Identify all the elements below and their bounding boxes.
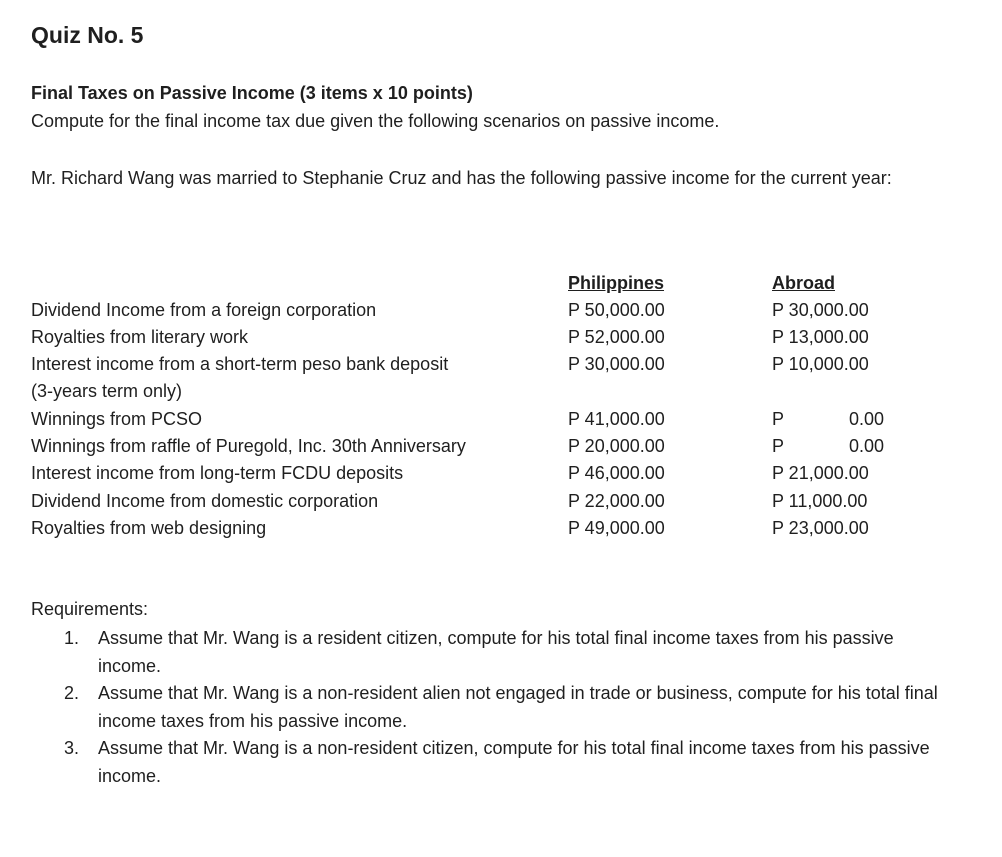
amount-abroad — [772, 409, 884, 430]
amount-philippines: P 20,000.00 — [568, 436, 665, 456]
amount-abroad: P 13,000.00 — [772, 327, 869, 347]
column-header-abroad: Abroad — [772, 273, 835, 293]
column-header-philippines: Philippines — [568, 273, 665, 293]
amount-philippines: P 52,000.00 — [568, 327, 665, 347]
currency-symbol: P — [772, 409, 785, 429]
requirement-item — [64, 625, 944, 680]
instruction-text: Compute for the final income tax due given the following scenarios on passive income. — [31, 111, 720, 131]
amount-abroad: P 30,000.00 — [772, 300, 869, 320]
amount-abroad: P 21,000.00 — [772, 463, 869, 483]
scenario-text: Mr. Richard Wang was married to Stephanie Cruz and has the following passive income for the current year: — [31, 168, 892, 188]
amount-abroad: P 10,000.00 — [772, 354, 869, 374]
amount-abroad — [772, 436, 884, 457]
row-label: Royalties from literary work — [31, 327, 249, 347]
amount-abroad: P 23,000.00 — [772, 518, 869, 538]
row-label: Winnings from PCSO — [31, 409, 203, 429]
currency-symbol: P — [772, 436, 785, 456]
requirement-number: 1. — [64, 628, 80, 648]
amount-philippines: P 46,000.00 — [568, 463, 665, 483]
amount-philippines: P 22,000.00 — [568, 491, 665, 511]
amount-value: 0.00 — [848, 436, 884, 456]
row-label: Interest income from a short-term peso bank deposit — [31, 354, 449, 374]
requirement-text: Assume that Mr. Wang is a resident citizen, compute for his total final income taxes from his passive income. — [98, 628, 894, 676]
row-label: Royalties from web designing — [31, 518, 267, 538]
requirement-item — [64, 735, 944, 790]
amount-philippines: P 49,000.00 — [568, 518, 665, 538]
row-label-continuation: (3-years term only) — [31, 381, 183, 401]
amount-philippines: P 41,000.00 — [568, 409, 665, 429]
requirements-list — [64, 625, 944, 790]
row-label: Winnings from raffle of Puregold, Inc. 30th Anniversary — [31, 436, 466, 456]
row-label: Interest income from long-term FCDU deposits — [31, 463, 404, 483]
requirement-text: Assume that Mr. Wang is a non-resident alien not engaged in trade or business, compute for his total final income taxes from his passive income. — [98, 683, 938, 731]
requirement-text: Assume that Mr. Wang is a non-resident citizen, compute for his total final income taxes from his passive income. — [98, 738, 930, 786]
amount-philippines: P 30,000.00 — [568, 354, 665, 374]
requirements-title: Requirements: — [31, 599, 149, 619]
requirement-number: 3. — [64, 738, 80, 758]
quiz-title: Quiz No. 5 — [31, 22, 144, 48]
row-label: Dividend Income from a foreign corporation — [31, 300, 377, 320]
requirement-item — [64, 680, 944, 735]
section-heading: Final Taxes on Passive Income (3 items x 10 points) — [31, 83, 473, 103]
requirement-number: 2. — [64, 683, 80, 703]
row-label: Dividend Income from domestic corporation — [31, 491, 379, 511]
amount-abroad: P 11,000.00 — [772, 491, 868, 511]
amount-philippines: P 50,000.00 — [568, 300, 665, 320]
amount-value: 0.00 — [848, 409, 884, 429]
